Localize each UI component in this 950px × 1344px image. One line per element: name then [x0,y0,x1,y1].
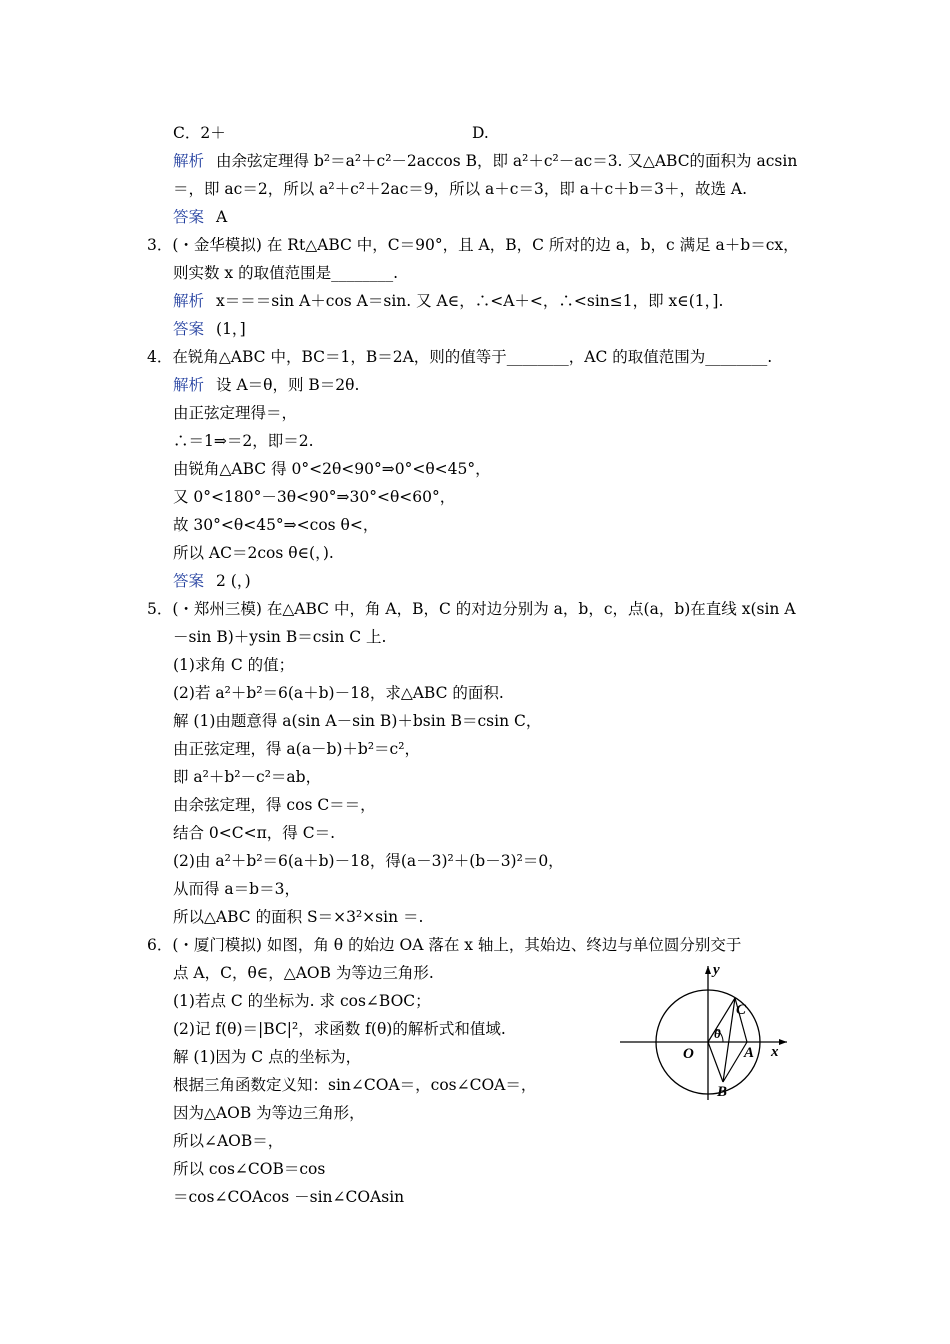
analysis-line: 解析 设 A＝θ，则 B＝2θ. [173,376,360,394]
text-line: 则实数 x 的取值范围是________. [173,264,399,282]
label-o: O [683,1046,694,1062]
text-line: 结合 0<C<π，得 C＝. [173,824,336,842]
option-d: D. [472,124,489,142]
text-line: (2)由 a²＋b²＝6(a＋b)－18，得(a－3)²＋(b－3)²＝0， [173,852,564,870]
answer-line: 答案 (1，] [173,320,246,338]
text-line: (1)若点 C 的坐标为. 求 cos∠BOC； [173,992,431,1010]
label-y: y [713,962,720,978]
text-line: ＝cos∠COAcos －sin∠COAsin [173,1188,405,1206]
text-line: 所以△ABC 的面积 S＝×3²×sin ＝. [173,908,424,926]
text-line: 因为△AOB 为等边三角形， [173,1104,365,1122]
y-axis-arrow [705,966,711,974]
label-b: B [717,1084,728,1100]
analysis-line: 解析 由余弦定理得 b²＝a²＋c²－2accos B，即 a²＋c²－ac＝3. 又△ABC的面积为 acsin [173,152,798,170]
analysis-tag: 解析 [173,152,205,170]
text-line: 解 (1)由题意得 a(sin A－sin B)＋bsin B＝csin C， [173,712,542,730]
label-a: A [744,1045,755,1061]
text-line: 由正弦定理得＝， [173,404,298,422]
label-c: C [736,1002,747,1018]
option-c: C．2＋ [173,124,226,142]
text-line: 点 A，C，θ∈，△AOB 为等边三角形. [173,964,434,982]
question-5: 5．(・郑州三模) 在△ABC 中，角 A，B，C 的对边分别为 a，b，c，点(a，b)在直线 x(sin A [147,600,796,618]
answer-tag: 答案 [173,208,205,226]
answer-line: 答案 A [173,208,228,226]
answer-tag: 答案 [173,572,205,590]
text-line: 从而得 a＝b＝3， [173,880,300,898]
question-4: 4．在锐角△ABC 中，BC＝1，B＝2A，则的值等于________，AC 的取值范围为________. [147,348,773,366]
text-line: ∴＝1⇒＝2，即＝2. [173,432,314,450]
text-line: ＝，即 ac＝2，所以 a²＋c²＋2ac＝9，所以 a＋c＝3，即 a＋c＋b＝3＋，故选 A. [173,180,748,198]
analysis-tag: 解析 [173,376,205,394]
question-3: 3．(・金华模拟) 在 Rt△ABC 中，C＝90°，且 A，B，C 所对的边 a，b，c 满足 a＋b＝cx， [147,236,799,254]
text-line: 由正弦定理，得 a(a－b)＋b²＝c²， [173,740,420,758]
answer-line: 答案 2 (，) [173,572,251,590]
text-line: 根据三角函数定义知：sin∠COA＝，cos∠COA＝， [173,1076,537,1094]
label-theta: θ [714,1026,721,1041]
text-line: 解 (1)因为 C 点的坐标为， [173,1048,362,1066]
text-line: －sin B)＋ysin B＝csin C 上. [173,628,387,646]
text-line: 所以 cos∠COB＝cos [173,1160,326,1178]
text-line: 故 30°<θ<45°⇒<cos θ<， [173,516,379,534]
text-line: (1)求角 C 的值； [173,656,295,674]
segment-bc [723,998,735,1082]
x-axis-arrow [779,1039,787,1045]
unit-circle-figure [615,960,795,1105]
text-line: 由锐角△ABC 得 0°<2θ<90°⇒0°<θ<45°， [173,460,491,478]
answer-tag: 答案 [173,320,205,338]
text-line: 由余弦定理，得 cos C＝＝， [173,796,376,814]
segment-ob [708,1042,723,1082]
analysis-line: 解析 x＝＝＝sin A＋cos A＝sin. 又 A∈，∴<A＋<，∴<sin≤1，即 x∈(1，]. [173,292,724,310]
analysis-tag: 解析 [173,292,205,310]
text-line: (2)若 a²＋b²＝6(a＋b)－18，求△ABC 的面积. [173,684,504,702]
text-line: 即 a²＋b²－c²＝ab， [173,768,322,786]
question-6: 6．(・厦门模拟) 如图，角 θ 的始边 OA 落在 x 轴上，其始边、终边与单位圆分别交于 [147,936,742,954]
text-line: 所以 AC＝2cos θ∈(，). [173,544,334,562]
text-line: 所以∠AOB＝， [173,1132,284,1150]
text-line: 又 0°<180°－3θ<90°⇒30°<θ<60°， [173,488,456,506]
label-x: x [771,1044,779,1060]
text-line: (2)记 f(θ)＝|BC|²，求函数 f(θ)的解析式和值域. [173,1020,506,1038]
